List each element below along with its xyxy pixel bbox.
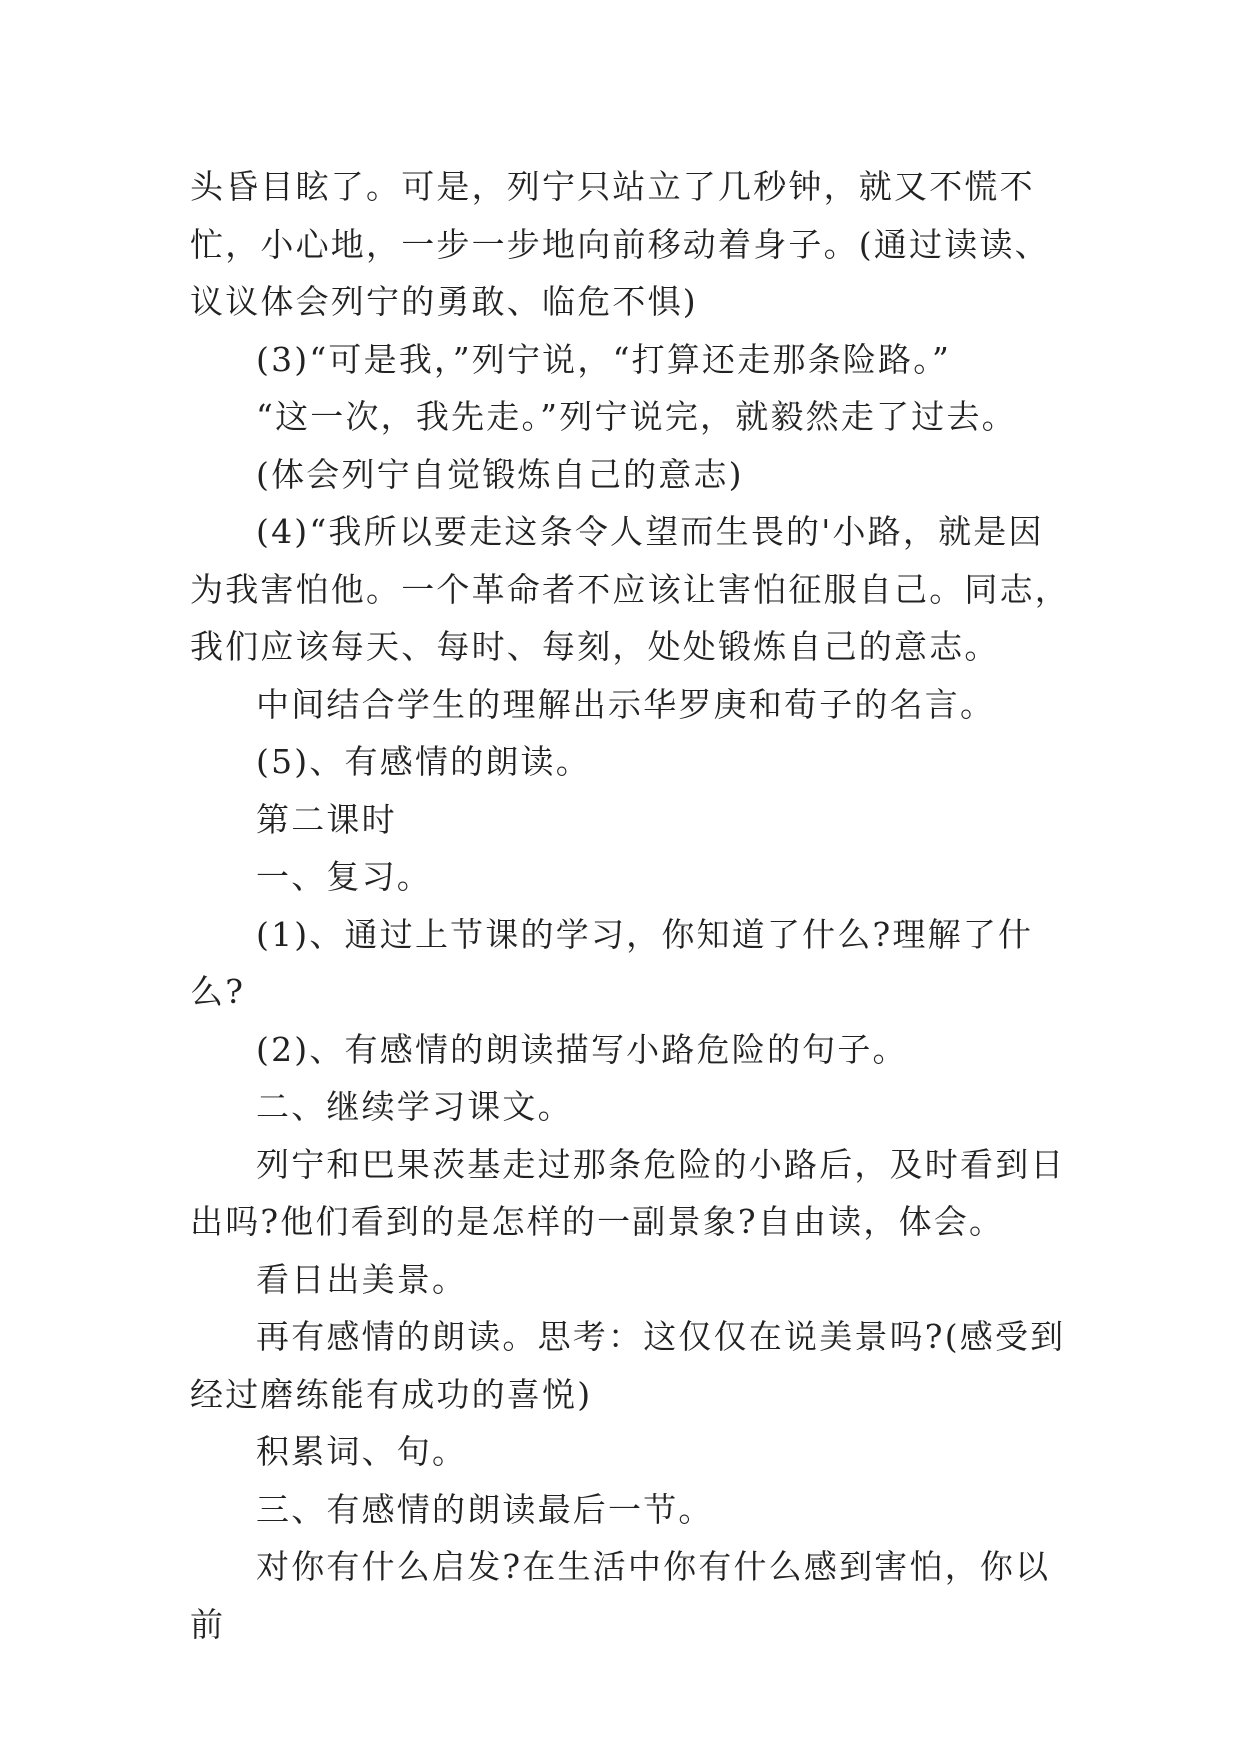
paragraph: 二、继续学习课文。 [256, 1087, 573, 1126]
paragraph: 中间结合学生的理解出示华罗庚和荀子的名言。 [256, 684, 996, 724]
paragraph: (2)、有感情的朗读描写小路危险的句子。 [256, 1029, 908, 1069]
paragraph: 列宁和巴果茨基走过那条危险的小路后，及时看到日出吗?他们看到的是怎样的一副景象?自由读，体会。 [190, 1144, 1066, 1241]
paragraph: “这一次，我先走。”列宁说完，就毅然走了过去。 [256, 397, 1017, 436]
paragraph: 再有感情的朗读。思考：这仅仅在说美景吗?(感受到经过磨练能有成功的喜悦) [190, 1317, 1066, 1414]
paragraph: (5)、有感情的朗读。 [256, 742, 591, 781]
paragraph: (体会列宁自觉锻炼自己的意志) [256, 454, 744, 494]
document-body [190, 158, 1070, 1653]
paragraph: 对你有什么启发?在生活中你有什么感到害怕，你以前 [190, 1547, 1051, 1644]
paragraph: 看日出美景。 [256, 1259, 468, 1299]
paragraph: 积累词、句。 [256, 1432, 468, 1471]
paragraph: (4)“我所以要走这条令人望而生畏的'小路，就是因为我害怕他。一个革命者不应该让害怕征服自己。同志，我们应该每天、每时、每刻，处处锻炼自己的意志。 [190, 512, 1070, 666]
paragraph: (3)“可是我，”列宁说，“打算还走那条险路。” [256, 339, 952, 379]
paragraph: 一、复习。 [256, 857, 432, 896]
paragraph: (1)、通过上节课的学习，你知道了什么?理解了什么? [190, 914, 1034, 1011]
paragraph: 头昏目眩了。可是，列宁只站立了几秒钟，就又不慌不忙，小心地，一步一步地向前移动着身子。(通过读读、议议体会列宁的勇敢、临危不惧) [190, 167, 1050, 321]
section-heading: 第二课时 [256, 799, 397, 839]
paragraph: 三、有感情的朗读最后一节。 [256, 1489, 714, 1529]
